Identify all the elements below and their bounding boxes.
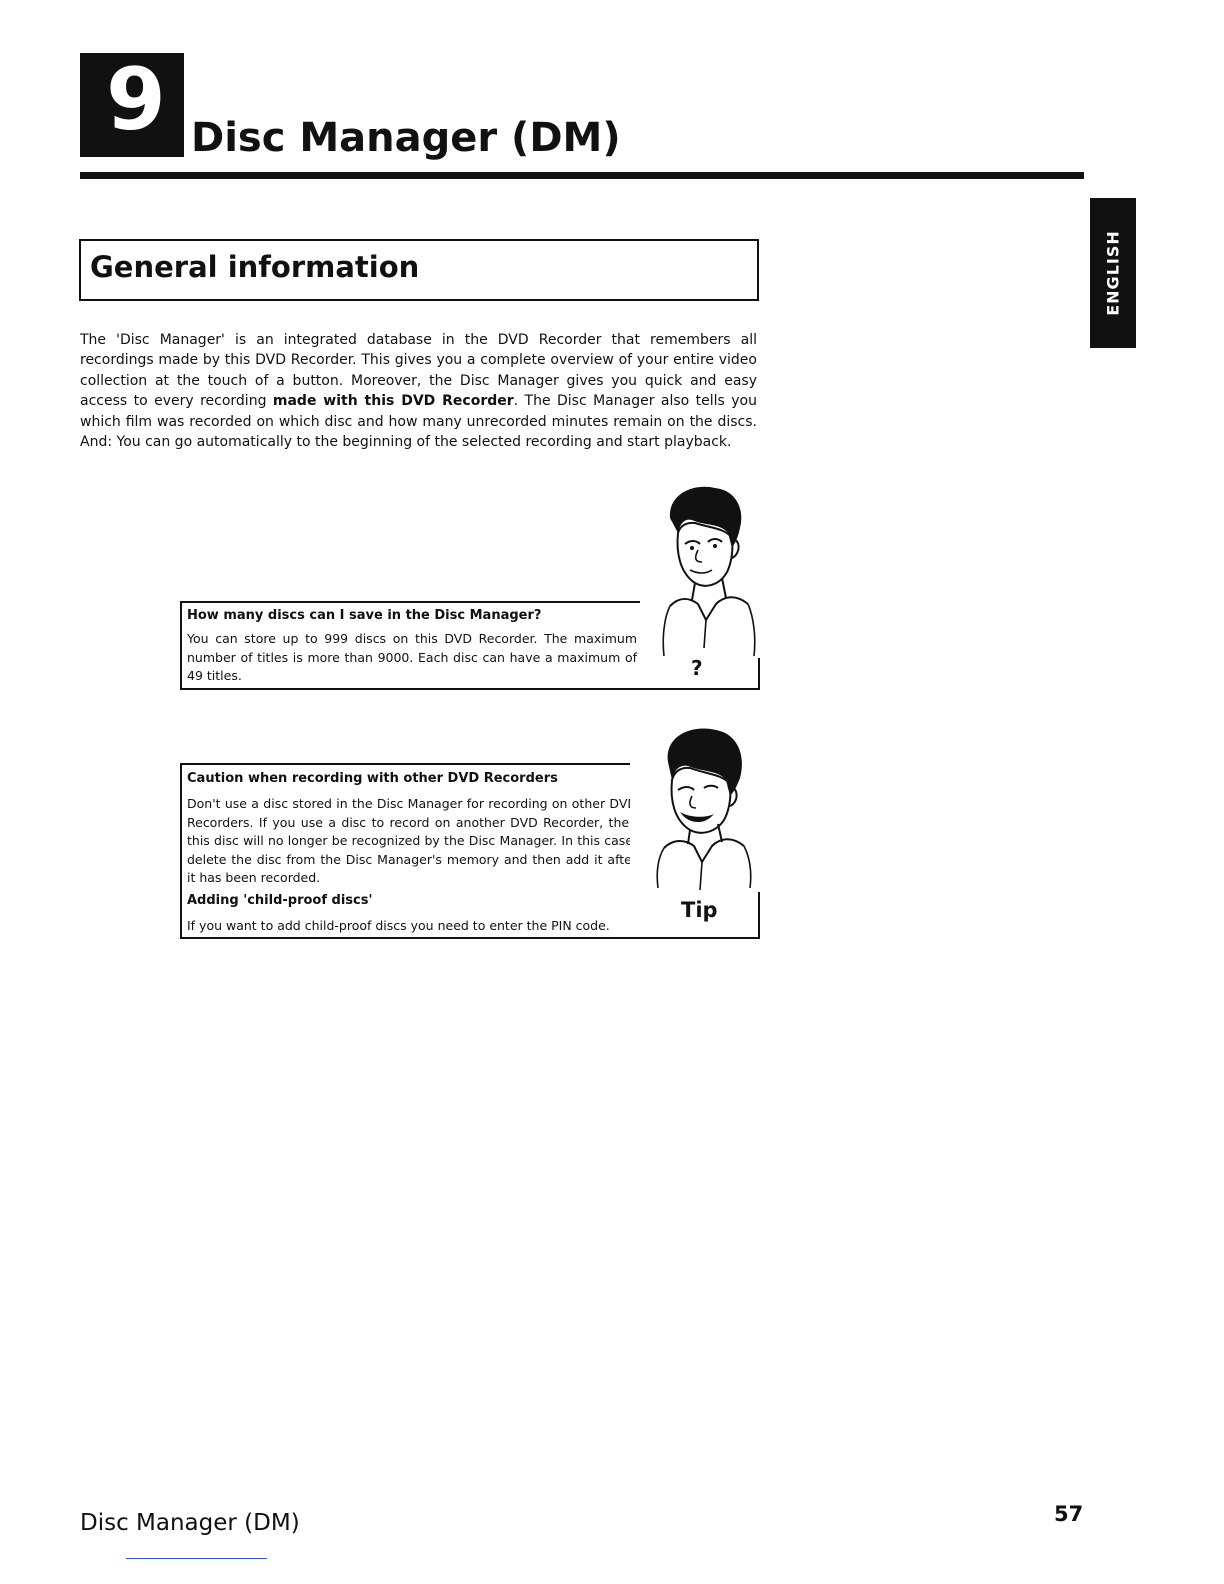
- question-heading: How many discs can I save in the Disc Manager?: [187, 608, 542, 623]
- intro-text-bold: made with this DVD Recorder: [272, 393, 514, 410]
- tip-body-childproof: If you want to add child-proof discs you need to enter the PIN code.: [187, 918, 610, 933]
- tip-heading-childproof: Adding 'child-proof discs': [187, 893, 373, 908]
- tip-heading-caution: Caution when recording with other DVD Recorders: [187, 771, 558, 786]
- tip-label: Tip: [681, 898, 718, 922]
- chapter-title: Disc Manager (DM): [191, 115, 621, 161]
- page-number: 57: [1054, 1502, 1084, 1526]
- section-heading-box: [79, 239, 759, 301]
- intro-text-1: The 'Disc Manager' is an integrated database in the DVD Recorder that remembers all recordings made by this DVD Recorder. This gives you a complete overview of your entire video collection at the touch of a button. Moreover, the Disc Manager gives you quick and easy access to every recording: [80, 332, 757, 410]
- footer-title: Disc Manager (DM): [80, 1510, 300, 1536]
- language-tab: [1090, 198, 1136, 348]
- intro-text-2: . The Disc Manager also tells you which film was recorded on which disc and how many unrecorded minutes remain on the discs. And: You can go automatically to the beginning of the selected recording and start playback.: [80, 393, 758, 451]
- title-rule: [80, 172, 1084, 179]
- chapter-number: 9: [106, 50, 166, 150]
- language-label: ENGLISH: [1103, 230, 1123, 316]
- question-mark-icon: ?: [691, 656, 703, 680]
- section-title: General information: [90, 250, 420, 284]
- question-body: You can store up to 999 discs on this DVD Recorder. The maximum number of titles is more than 9000. Each disc can have a maximum of 49 titles.: [187, 631, 637, 683]
- thinking-man-illustration: [640, 478, 760, 658]
- tip-body-caution: Don't use a disc stored in the Disc Manager for recording on other DVD Recorders. If you use a disc to record on another DVD Recorder, then this disc will no longer be recognized by the Disc Manager. In this case, delete the disc from the Disc Manager's memory and then add it after it has been recorded.: [187, 796, 637, 885]
- chapter-number-block: [80, 50, 184, 157]
- footer-link-underline: [126, 1558, 267, 1559]
- smiling-man-illustration: [630, 722, 760, 892]
- intro-paragraph: [80, 330, 757, 452]
